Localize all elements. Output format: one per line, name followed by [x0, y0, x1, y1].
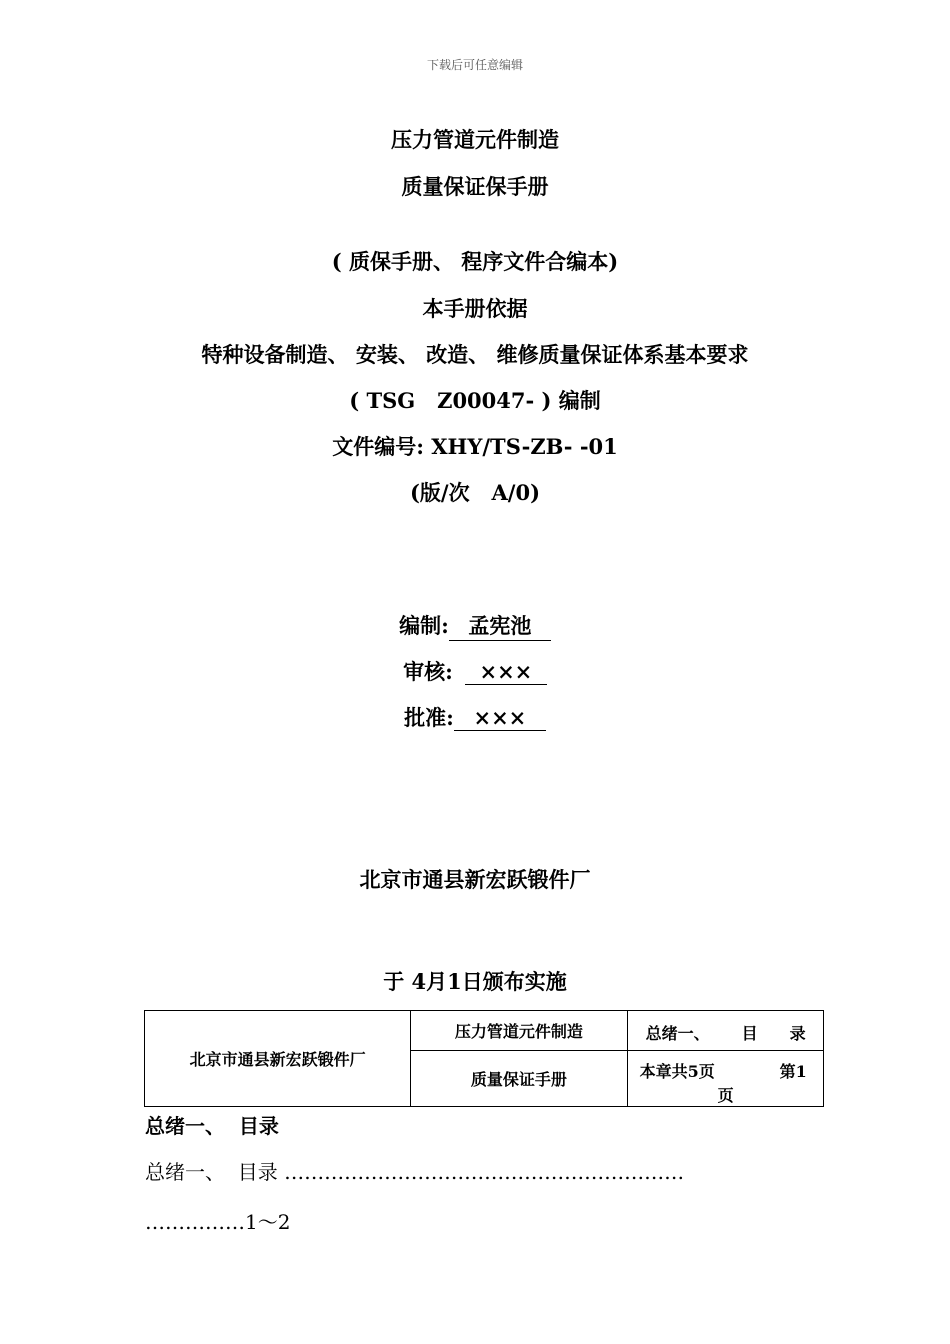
signature-review: [0, 656, 950, 686]
header-pages-total: 本章共5页: [639, 1061, 715, 1081]
approve-label: 批准:: [404, 705, 454, 730]
section-title: 总绪一、 目录: [145, 1114, 279, 1138]
toc-entry-line1[interactable]: 总绪一、 目录 ……………………………………………………: [145, 1160, 685, 1184]
issue-date: 于 4月1日颁布实施: [383, 969, 567, 994]
cover-file-number: 文件编号: XHY/TS-ZB- -01: [332, 434, 618, 459]
cover-basis-standard: 特种设备制造、 安装、 改造、 维修质量保证体系基本要求: [201, 342, 749, 367]
header-doc-title-cell: 压力管道元件制造: [411, 1011, 627, 1051]
cover-standard-code: ( TSG Z00047- ) 编制: [349, 388, 601, 413]
company-name: 北京市通县新宏跃锻件厂: [359, 867, 591, 892]
cover-title-line2: 质量保证保手册: [401, 174, 549, 199]
signature-approve: [0, 702, 950, 732]
cover-title-line1: 压力管道元件制造: [391, 127, 559, 152]
header-table: [144, 1010, 824, 1107]
header-page-unit: 页: [717, 1085, 734, 1105]
header-section-b: 目: [741, 1024, 758, 1043]
header-section-a: 总绪一、: [645, 1024, 710, 1043]
watermark-text: 下载后可任意编辑: [426, 58, 523, 72]
signature-compile: [0, 610, 950, 641]
cover-basis-heading: 本手册依据: [422, 296, 528, 321]
header-section-c: 录: [789, 1024, 806, 1043]
toc-entry-line2[interactable]: ……………1～2: [145, 1210, 291, 1234]
header-doc-subtitle-cell: 质量保证手册: [411, 1051, 627, 1107]
compile-value: 孟宪池: [449, 610, 551, 641]
compile-label: 编制:: [399, 613, 449, 638]
header-pages-cell: [627, 1051, 823, 1107]
review-label: 审核:: [403, 659, 453, 684]
cover-version: (版/次 A/0): [409, 480, 541, 505]
header-company-cell: 北京市通县新宏跃锻件厂: [145, 1011, 411, 1107]
header-page-label: 第1: [779, 1061, 807, 1081]
review-value: ×××: [465, 659, 547, 685]
cover-subtitle: ( 质保手册、 程序文件合编本): [331, 249, 619, 274]
approve-value: ×××: [454, 705, 546, 731]
header-section-cell: [627, 1011, 823, 1051]
